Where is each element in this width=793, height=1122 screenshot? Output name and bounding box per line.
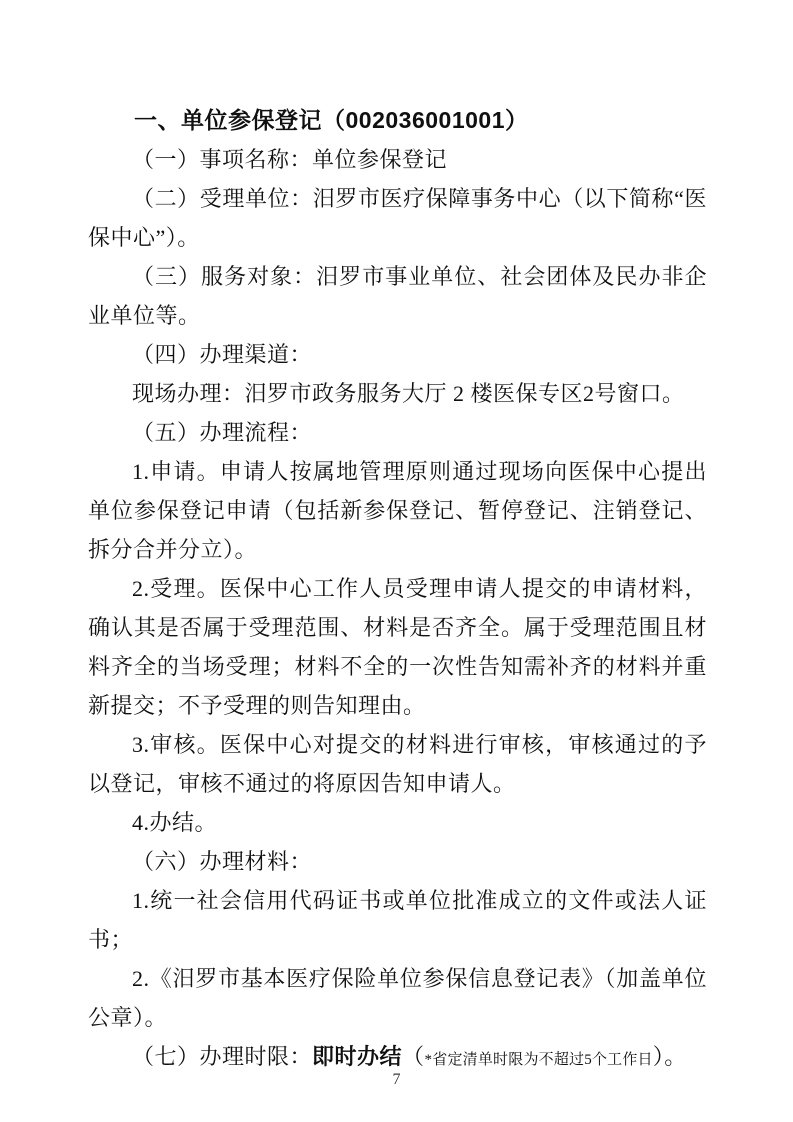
text-run: （一）事项名称：单位参保登记 — [132, 147, 448, 172]
paragraph — [88, 842, 707, 881]
paragraph — [88, 179, 707, 257]
paragraph — [88, 803, 707, 842]
paragraph — [88, 257, 707, 335]
paragraph — [88, 140, 707, 179]
text-run: 1.申请。申请人按属地管理原则通过现场向医保中心提出单位参保登记申请（包括新参保登记、暂停登记、注销登记、拆分合并分立）。 — [88, 459, 707, 562]
text-run: 4.办结。 — [132, 810, 218, 835]
text-run: 2.受理。医保中心工作人员受理申请人提交的申请材料，确认其是否属于受理范围、材料是否齐全。属于受理范围且材料齐全的当场受理；材料不全的一次性告知需补齐的材料并重新提交；不予受理的则告知理由。 — [88, 576, 707, 718]
paragraph — [88, 413, 707, 452]
document-body — [88, 101, 707, 1080]
text-run: （六）办理材料： — [132, 849, 313, 874]
text-run: （三）服务对象：汨罗市事业单位、社会团体及民办非企业单位等。 — [88, 264, 707, 328]
page-number: 7 — [392, 1071, 401, 1088]
text-run: （二）受理单位：汨罗市医疗保障事务中心（以下简称“医保中心”）。 — [88, 186, 707, 250]
text-run: （四）办理渠道： — [132, 342, 313, 367]
paragraph — [88, 374, 707, 413]
section-heading — [88, 101, 707, 140]
text-run: （五）办理流程： — [132, 420, 313, 445]
text-run: 一、单位参保登记（002036001001） — [134, 107, 529, 133]
paragraph — [88, 569, 707, 725]
text-run: 2.《汨罗市基本医疗保险单位参保信息登记表》（加盖单位公章）。 — [88, 966, 707, 1030]
paragraph — [88, 725, 707, 803]
text-run: ）。 — [652, 1044, 687, 1069]
text-run: （七）办理时限： — [132, 1044, 313, 1069]
text-run: 现场办理：汨罗市政务服务大厅 2 楼医保专区2号窗口。 — [132, 381, 685, 406]
text-run: 3.审核。医保中心对提交的材料进行审核，审核通过的予以登记，审核不通过的将原因告知申请人。 — [88, 732, 707, 796]
text-run: 即时办结 — [312, 1044, 403, 1069]
paragraph — [88, 335, 707, 374]
paragraph — [88, 959, 707, 1037]
paragraph — [88, 452, 707, 569]
text-run: （ — [402, 1044, 425, 1069]
text-run: 1.统一社会信用代码证书或单位批准成立的文件或法人证书； — [88, 888, 707, 952]
paragraph — [88, 881, 707, 959]
text-run: *省定清单时限为不超过5个工作日 — [424, 1052, 653, 1068]
